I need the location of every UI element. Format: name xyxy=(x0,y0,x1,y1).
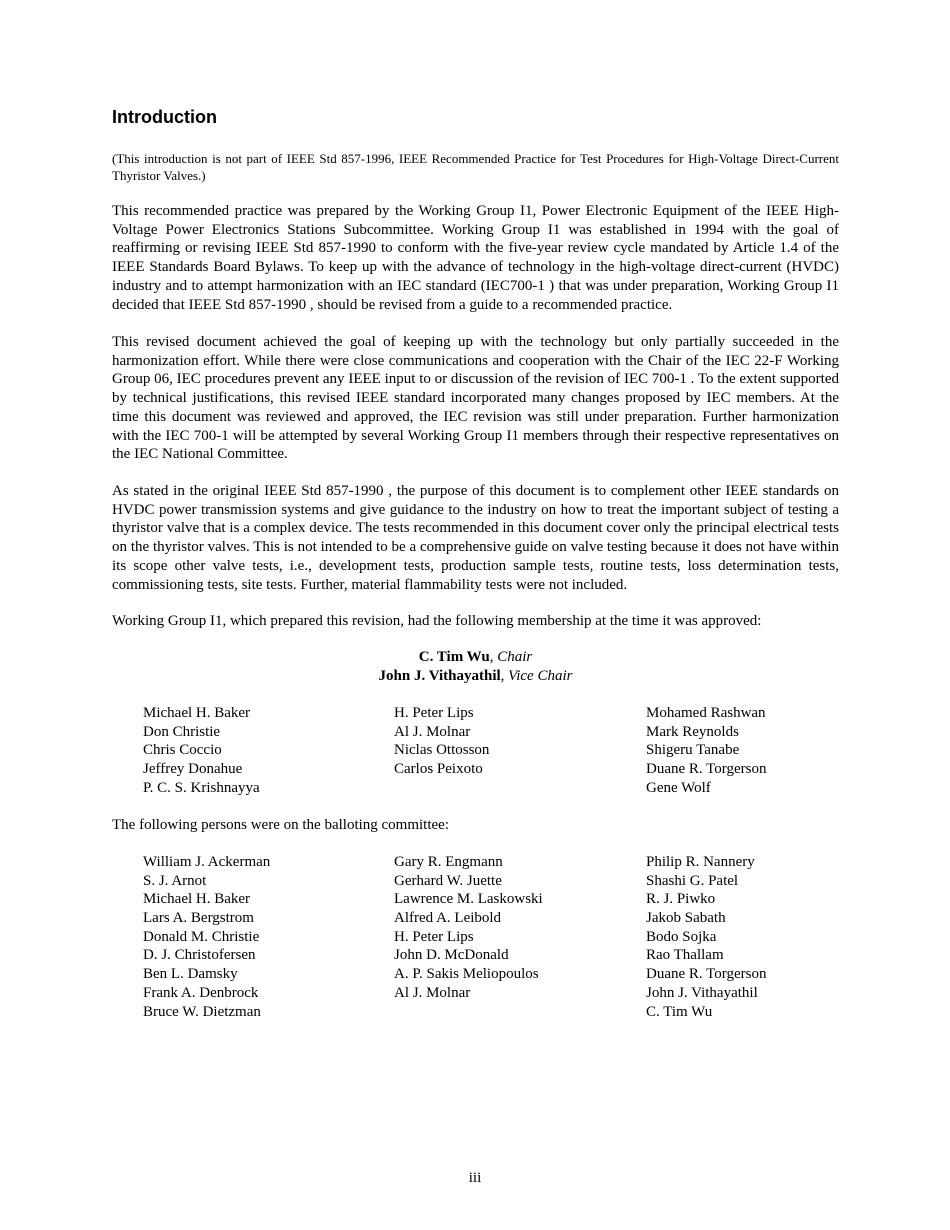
balloter-name: S. J. Arnot xyxy=(143,872,207,889)
membership-column-3 xyxy=(646,704,766,797)
member-name: Shigeru Tanabe xyxy=(646,742,740,759)
balloter-name: D. J. Christofersen xyxy=(143,947,256,964)
member-name: H. Peter Lips xyxy=(394,705,474,721)
balloter-name: C. Tim Wu xyxy=(646,1003,713,1020)
member-name: Michael H. Baker xyxy=(143,705,251,721)
balloter-name: Rao Thallam xyxy=(646,947,724,964)
balloter-name: Gary R. Engmann xyxy=(394,854,503,870)
balloter-name: Ben L. Damsky xyxy=(143,966,238,983)
member-name: Mohamed Rashwan xyxy=(646,705,766,721)
member-name: Niclas Ottosson xyxy=(394,742,490,759)
page-number: iii xyxy=(468,1170,482,1186)
member-name: Duane R. Torgerson xyxy=(646,761,767,778)
introduction-note: (This introduction is not part of IEEE Std 857-1996, IEEE Recommended Practice for Test Procedures for High-Voltage Direct-Current Thyristor Valves.) xyxy=(112,151,839,183)
chair-line: C. Tim Wu, Chair xyxy=(418,649,533,665)
balloter-name: A. P. Sakis Meliopoulos xyxy=(394,966,539,983)
balloter-name: Bodo Sojka xyxy=(646,928,717,945)
balloter-name: Philip R. Nannery xyxy=(646,854,755,870)
balloter-name: R. J. Piwko xyxy=(646,891,716,908)
paragraph-3: As stated in the original IEEE Std 857-1990 , the purpose of this document is to complement other IEEE standards on HVDC power transmission systems and give guidance to the industry on how to treat the important subject of testing a thyristor valve that is a complex device. The tests recommended in this document cover only the principal electrical tests on the thyristor valves. This is not intended to be a comprehensive guide on valve testing because it does not have within its scope other valve tests, i.e., development tests, production sample tests, routine tests, loss determination tests, commissioning tests, site tests. Further, material flammability tests were not included. xyxy=(112,483,839,593)
member-name: Don Christie xyxy=(143,723,221,740)
chair-name: C. Tim Wu xyxy=(418,649,490,665)
vice-chair-role: Vice Chair xyxy=(508,668,573,684)
paragraph-1: This recommended practice was prepared by the Working Group I1, Power Electronic Equipment of the IEEE High-Voltage Power Electronics Stations Subcommittee. Working Group I1 was established in 1994 with the goal of reaffirming or revising IEEE Std 857-1990 to conform with the five-year review cycle mandated by Article 1.4 of the IEEE Standards Board Bylaws. To keep up with the advance of technology in the high-voltage direct-current (HVDC) industry and to attempt harmonization with an IEC standard (IEC700-1 ) that was under preparation, Working Group I1 decided that IEEE Std 857-1990 , should be revised from a guide to a recommended practice. xyxy=(112,203,839,313)
member-name: Mark Reynolds xyxy=(646,723,739,740)
officers-block xyxy=(112,648,839,686)
vice-chair-name: John J. Vithayathil xyxy=(378,668,501,684)
balloter-name: Shashi G. Patel xyxy=(646,872,739,889)
vice-chair-line: John J. Vithayathil, Vice Chair xyxy=(378,668,573,684)
member-name: Jeffrey Donahue xyxy=(143,761,243,778)
member-name: Carlos Peixoto xyxy=(394,761,483,778)
chair-role: Chair xyxy=(497,649,533,665)
section-heading: Introduction xyxy=(112,107,217,127)
balloter-name: Donald M. Christie xyxy=(143,928,260,945)
balloting-column-3 xyxy=(646,853,766,1021)
balloting-column-2 xyxy=(394,853,543,1003)
balloter-name: Bruce W. Dietzman xyxy=(143,1003,261,1020)
balloter-name: Michael H. Baker xyxy=(143,891,251,908)
balloting-intro: The following persons were on the balloting committee: xyxy=(112,817,450,833)
membership-column-2 xyxy=(394,704,489,779)
balloter-name: Al J. Molnar xyxy=(394,984,471,1001)
balloter-name: Alfred A. Leibold xyxy=(394,910,502,927)
balloter-name: John D. McDonald xyxy=(394,947,509,964)
balloter-name: William J. Ackerman xyxy=(143,854,271,870)
member-name: P. C. S. Krishnayya xyxy=(143,779,260,796)
paragraph-membership-intro: Working Group I1, which prepared this revision, had the following membership at the time it was approved: xyxy=(112,613,762,629)
member-name: Al J. Molnar xyxy=(394,723,471,740)
balloting-column-1 xyxy=(143,853,270,1021)
balloter-name: Gerhard W. Juette xyxy=(394,872,502,889)
balloter-name: Frank A. Denbrock xyxy=(143,984,259,1001)
balloter-name: Lawrence M. Laskowski xyxy=(394,891,543,908)
paragraph-2: This revised document achieved the goal of keeping up with the technology but only partially succeeded in the harmonization effort. While there were close communications and cooperation with the Chair of the IEC 22-F Working Group 06, IEC procedures prevent any IEEE input to or discussion of the revision of IEC 700-1 . To the extent supported by technical justifications, this revised IEEE standard incorporated many changes proposed by IEC members. At the time this document was reviewed and approved, the IEC revision was still under preparation. Further harmonization with the IEC 700-1 will be attempted by several Working Group I1 members through their respective representatives on the IEC National Committee. xyxy=(112,334,839,463)
balloter-name: Jakob Sabath xyxy=(646,910,726,927)
balloter-name: H. Peter Lips xyxy=(394,928,474,945)
balloter-name: John J. Vithayathil xyxy=(646,984,758,1001)
balloter-name: Lars A. Bergstrom xyxy=(143,910,254,927)
balloter-name: Duane R. Torgerson xyxy=(646,966,767,983)
membership-column-1 xyxy=(143,704,260,797)
member-name: Chris Coccio xyxy=(143,742,222,759)
member-name: Gene Wolf xyxy=(646,779,711,796)
